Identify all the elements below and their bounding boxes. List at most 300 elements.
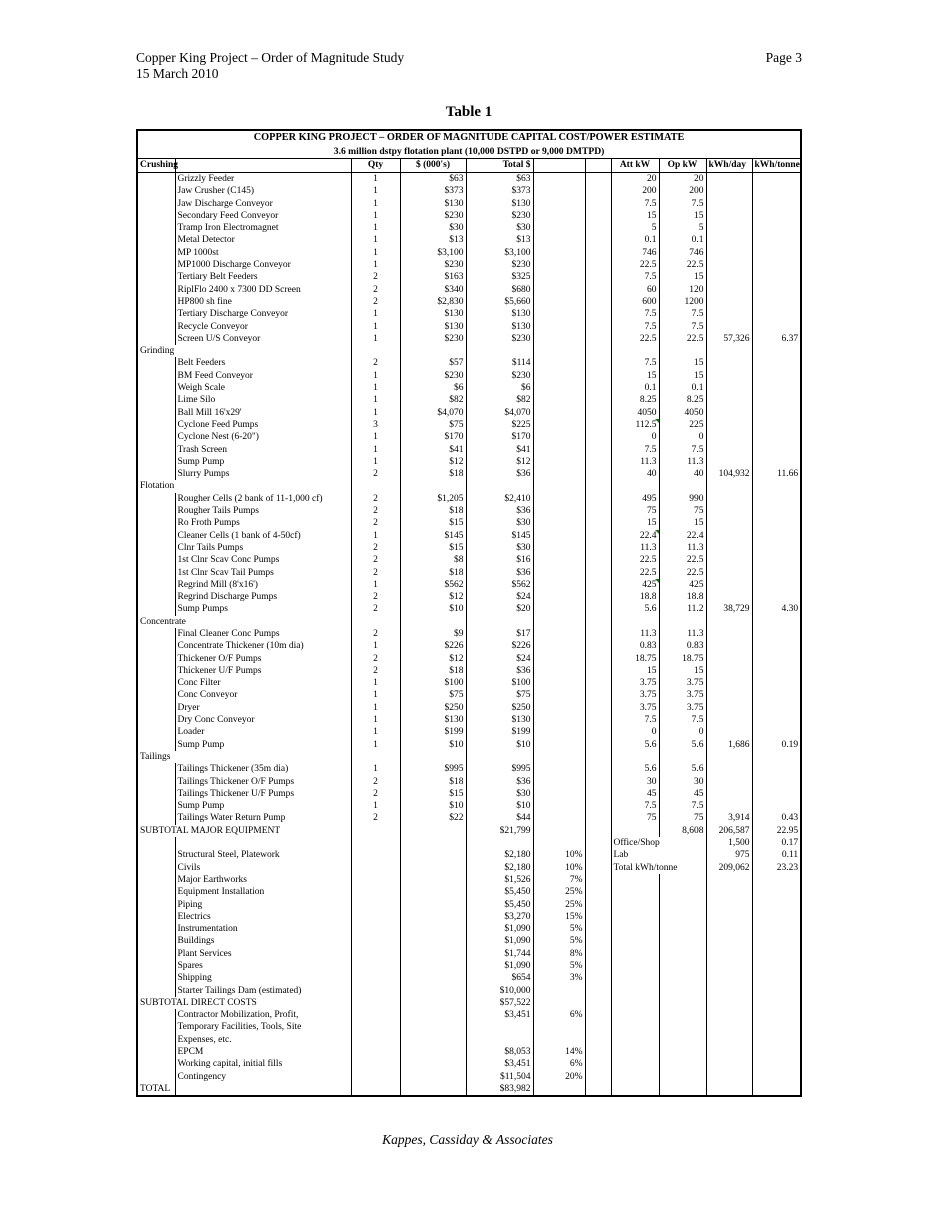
cell-att-kw: 45 — [611, 788, 659, 800]
cell-total-cost: $1,090 — [466, 960, 533, 972]
cell-percent — [533, 271, 585, 283]
cell-percent — [533, 308, 585, 320]
cell-item: Jaw Crusher (C145) — [175, 185, 351, 197]
cell-section — [137, 1034, 175, 1046]
cell-section — [137, 714, 175, 726]
cell-total-cost: $250 — [466, 702, 533, 714]
cell-unit-cost: $9 — [400, 628, 466, 640]
cell-blank — [585, 948, 611, 960]
cell-total-cost: $30 — [466, 788, 533, 800]
cell-blank — [585, 886, 611, 898]
cell-item: Electrics — [175, 911, 351, 923]
cell-section — [137, 444, 175, 456]
cell-kwh-tonne — [752, 628, 801, 640]
cell-qty: 2 — [351, 542, 400, 554]
cell-item: Weigh Scale — [175, 382, 351, 394]
cell-qty — [351, 935, 400, 947]
cell-att-kw: 5.6 — [611, 763, 659, 775]
cell-op-kw: 8,608 — [659, 825, 706, 837]
cell-qty: 3 — [351, 419, 400, 431]
cell-blank — [585, 640, 611, 652]
cell-blank — [585, 788, 611, 800]
cell-percent — [533, 1083, 585, 1096]
cell-op-kw — [659, 948, 706, 960]
cell-op-kw — [659, 1021, 706, 1033]
cell-total-cost: $130 — [466, 198, 533, 210]
cell-section — [137, 923, 175, 935]
cell-item: Sump Pump — [175, 800, 351, 812]
cell-unit-cost — [400, 480, 466, 492]
cell-section — [137, 505, 175, 517]
table-subtitle: 3.6 million dstpy flotation plant (10,000 DSTPD or 9,000 DMTPD) — [137, 145, 801, 159]
cell-percent: 5% — [533, 935, 585, 947]
cell-kwh-day — [706, 1009, 752, 1021]
cell-kwh-day — [706, 284, 752, 296]
cell-kwh-tonne — [752, 493, 801, 505]
cell-qty — [351, 923, 400, 935]
cell-percent — [533, 726, 585, 738]
cell-blank — [585, 677, 611, 689]
cell-kwh-day — [706, 234, 752, 246]
cell-qty — [351, 899, 400, 911]
cell-unit-cost — [400, 960, 466, 972]
cell-kwh-tonne — [752, 222, 801, 234]
cell-percent — [533, 382, 585, 394]
cell-op-kw: 15 — [659, 665, 706, 677]
cell-section — [137, 357, 175, 369]
cell-unit-cost — [400, 837, 466, 849]
cell-kwh-tonne — [752, 1058, 801, 1070]
cell-section — [137, 333, 175, 345]
cell-unit-cost — [400, 972, 466, 984]
cell-item: Trash Screen — [175, 444, 351, 456]
cell-kwh-day — [706, 935, 752, 947]
section-row — [137, 480, 801, 492]
cell-qty — [351, 345, 400, 357]
table-row — [137, 911, 801, 923]
cell-percent — [533, 407, 585, 419]
cell-section — [137, 370, 175, 382]
cell-section — [137, 776, 175, 788]
cell-kwh-day — [706, 702, 752, 714]
cell-percent — [533, 345, 585, 357]
cell-op-kw: 3.75 — [659, 677, 706, 689]
cell-att-kw: 0.83 — [611, 640, 659, 652]
cell-percent — [533, 591, 585, 603]
cell-blank — [585, 997, 611, 1009]
cell-item: Thickener O/F Pumps — [175, 653, 351, 665]
cell-unit-cost — [400, 886, 466, 898]
cell-section — [137, 431, 175, 443]
cell-section: Tailings — [137, 751, 351, 763]
table-row — [137, 603, 801, 615]
cell-kwh-tonne — [752, 1034, 801, 1046]
cell-section — [137, 271, 175, 283]
cell-percent: 20% — [533, 1071, 585, 1083]
cell-kwh-tonne: 11.66 — [752, 468, 801, 480]
cell-qty: 1 — [351, 185, 400, 197]
cell-item — [175, 1083, 351, 1096]
cell-blank — [585, 1071, 611, 1083]
cell-percent — [533, 800, 585, 812]
cell-kwh-day — [706, 567, 752, 579]
cell-att-kw: 5.6 — [611, 603, 659, 615]
cell-op-kw: 5 — [659, 222, 706, 234]
comment-marker-icon — [655, 419, 659, 423]
cell-blank — [585, 1046, 611, 1058]
cell-total-cost: $230 — [466, 370, 533, 382]
cell-unit-cost: $18 — [400, 468, 466, 480]
cell-att-kw — [611, 1021, 659, 1033]
cell-kwh-tonne — [752, 444, 801, 456]
cell-unit-cost: $82 — [400, 394, 466, 406]
cell-qty: 1 — [351, 173, 400, 186]
cell-kwh-day — [706, 788, 752, 800]
cell-qty: 1 — [351, 800, 400, 812]
cell-qty: 1 — [351, 530, 400, 542]
cell-kwh-day — [706, 173, 752, 186]
cell-att-kw — [611, 1046, 659, 1058]
cell-kwh-day — [706, 456, 752, 468]
cell-item: Shipping — [175, 972, 351, 984]
cell-blank — [585, 579, 611, 591]
table-row — [137, 394, 801, 406]
cell-att-kw: 7.5 — [611, 321, 659, 333]
cell-total-cost: $3,270 — [466, 911, 533, 923]
cell-qty: 1 — [351, 210, 400, 222]
cell-qty: 2 — [351, 665, 400, 677]
cell-total-cost: $170 — [466, 431, 533, 443]
cell-section — [137, 382, 175, 394]
cell-kwh-day — [706, 726, 752, 738]
cell-percent — [533, 653, 585, 665]
cell-att-kw: 0 — [611, 726, 659, 738]
table-row — [137, 530, 801, 542]
table-row — [137, 874, 801, 886]
cell-total-cost: $57,522 — [466, 997, 533, 1009]
cell-section — [137, 985, 175, 997]
cell-section: Flotation — [137, 480, 351, 492]
cell-kwh-tonne: 0.17 — [752, 837, 801, 849]
cell-unit-cost: $163 — [400, 271, 466, 283]
cell-att-kw: 600 — [611, 296, 659, 308]
cell-att-kw — [611, 345, 659, 357]
cell-item: Metal Detector — [175, 234, 351, 246]
cell-kwh-tonne — [752, 579, 801, 591]
cell-item: Loader — [175, 726, 351, 738]
cell-qty: 1 — [351, 714, 400, 726]
cell-total-cost: $100 — [466, 677, 533, 689]
cell-section: SUBTOTAL DIRECT COSTS — [137, 997, 351, 1009]
cell-att-kw: 7.5 — [611, 357, 659, 369]
cell-total-cost: $680 — [466, 284, 533, 296]
cell-unit-cost: $18 — [400, 665, 466, 677]
cell-total-cost: $230 — [466, 210, 533, 222]
cell-total-cost: $225 — [466, 419, 533, 431]
cell-qty: 1 — [351, 431, 400, 443]
table-row — [137, 333, 801, 345]
cell-unit-cost: $13 — [400, 234, 466, 246]
cell-op-kw: 4050 — [659, 407, 706, 419]
cell-percent — [533, 665, 585, 677]
cell-percent — [533, 628, 585, 640]
cell-qty — [351, 911, 400, 923]
cell-percent — [533, 259, 585, 271]
cell-percent — [533, 788, 585, 800]
cell-total-cost — [466, 345, 533, 357]
cell-kwh-day — [706, 321, 752, 333]
cell-percent: 5% — [533, 923, 585, 935]
cell-kwh-day — [706, 493, 752, 505]
cell-total-cost: $1,526 — [466, 874, 533, 886]
cell-total-cost: $36 — [466, 468, 533, 480]
cell-section — [137, 210, 175, 222]
table-row — [137, 296, 801, 308]
cell-total-cost: $16 — [466, 554, 533, 566]
cell-kwh-day — [706, 923, 752, 935]
cell-qty: 2 — [351, 603, 400, 615]
table-row — [137, 665, 801, 677]
cell-section — [137, 653, 175, 665]
cell-att-kw: 3.75 — [611, 702, 659, 714]
cell-total-cost: $3,451 — [466, 1009, 533, 1021]
cell-total-cost: $13 — [466, 234, 533, 246]
cell-item: Buildings — [175, 935, 351, 947]
cell-att-kw: 60 — [611, 284, 659, 296]
cell-op-kw: 22.5 — [659, 554, 706, 566]
cell-unit-cost: $130 — [400, 308, 466, 320]
cell-att-kw: 22.4 — [611, 530, 659, 542]
table-row — [137, 1046, 801, 1058]
cell-att-kw: 3.75 — [611, 689, 659, 701]
cell-op-kw: 7.5 — [659, 714, 706, 726]
cell-item: Rougher Cells (2 bank of 11-1,000 cf) — [175, 493, 351, 505]
cell-blank — [585, 185, 611, 197]
table-row — [137, 800, 801, 812]
cell-unit-cost — [400, 751, 466, 763]
cell-kwh-tonne — [752, 689, 801, 701]
cell-kwh-day: 975 — [706, 849, 752, 861]
cell-kwh-day — [706, 382, 752, 394]
cell-item: Tailings Water Return Pump — [175, 812, 351, 824]
cell-qty: 1 — [351, 321, 400, 333]
cell-unit-cost: $30 — [400, 222, 466, 234]
table-row — [137, 444, 801, 456]
cell-section — [137, 948, 175, 960]
cell-item: Contingency — [175, 1071, 351, 1083]
cell-item: MP1000 Discharge Conveyor — [175, 259, 351, 271]
cell-unit-cost: $170 — [400, 431, 466, 443]
cell-blank — [585, 394, 611, 406]
cell-att-kw — [611, 1009, 659, 1021]
cell-unit-cost: $12 — [400, 591, 466, 603]
table-row — [137, 567, 801, 579]
cell-att-kw — [611, 874, 659, 886]
cell-op-kw: 11.3 — [659, 542, 706, 554]
cell-att-kw: 30 — [611, 776, 659, 788]
cell-section — [137, 689, 175, 701]
cell-qty: 2 — [351, 653, 400, 665]
table-row — [137, 173, 801, 186]
cell-op-kw: 75 — [659, 505, 706, 517]
cell-item: Final Cleaner Conc Pumps — [175, 628, 351, 640]
cell-total-cost: $12 — [466, 456, 533, 468]
cell-att-kw: 22.5 — [611, 333, 659, 345]
cell-kwh-tonne: 0.43 — [752, 812, 801, 824]
cell-total-cost: $17 — [466, 628, 533, 640]
cell-kwh-day — [706, 370, 752, 382]
cell-qty — [351, 825, 400, 837]
cell-blank — [585, 714, 611, 726]
table-row — [137, 886, 801, 898]
cell-att-kw: 18.8 — [611, 591, 659, 603]
cell-att-kw: 7.5 — [611, 714, 659, 726]
cell-unit-cost — [400, 1083, 466, 1096]
table-row — [137, 222, 801, 234]
cell-qty — [351, 1034, 400, 1046]
cell-section: SUBTOTAL MAJOR EQUIPMENT — [137, 825, 351, 837]
table-row — [137, 862, 801, 874]
cell-op-kw — [659, 997, 706, 1009]
cell-section — [137, 899, 175, 911]
cell-op-kw: 40 — [659, 468, 706, 480]
column-header-blank-pct — [533, 159, 585, 173]
cell-op-kw: 15 — [659, 370, 706, 382]
cell-total-cost: $36 — [466, 776, 533, 788]
cell-blank — [585, 862, 611, 874]
cell-kwh-tonne — [752, 874, 801, 886]
table-row — [137, 1071, 801, 1083]
cell-unit-cost — [400, 923, 466, 935]
cell-unit-cost: $4,070 — [400, 407, 466, 419]
cell-total-cost: $230 — [466, 259, 533, 271]
cell-blank — [585, 419, 611, 431]
cell-op-kw: 11.3 — [659, 628, 706, 640]
cell-unit-cost: $8 — [400, 554, 466, 566]
table-row — [137, 726, 801, 738]
cell-kwh-day — [706, 960, 752, 972]
cell-att-kw — [611, 899, 659, 911]
cell-blank — [585, 271, 611, 283]
cell-kwh-tonne — [752, 653, 801, 665]
cell-op-kw — [659, 886, 706, 898]
cell-kwh-tonne — [752, 677, 801, 689]
table-row — [137, 271, 801, 283]
cell-blank — [585, 1021, 611, 1033]
table-row — [137, 640, 801, 652]
cell-kwh-tonne — [752, 247, 801, 259]
cell-op-kw — [659, 935, 706, 947]
cell-total-cost — [466, 837, 533, 849]
table-row — [137, 788, 801, 800]
cell-percent — [533, 825, 585, 837]
cell-op-kw: 15 — [659, 210, 706, 222]
cell-percent — [533, 616, 585, 628]
cell-op-kw: 0 — [659, 726, 706, 738]
cell-kwh-tonne — [752, 886, 801, 898]
cell-blank — [585, 800, 611, 812]
cell-section — [137, 1071, 175, 1083]
cell-att-kw: 18.75 — [611, 653, 659, 665]
cell-kwh-tonne — [752, 210, 801, 222]
cell-total-cost: $75 — [466, 689, 533, 701]
page-header — [136, 50, 802, 83]
cell-qty: 2 — [351, 505, 400, 517]
table-row — [137, 985, 801, 997]
cell-total-cost: $3,100 — [466, 247, 533, 259]
cell-kwh-day — [706, 1034, 752, 1046]
cell-total-cost: $373 — [466, 185, 533, 197]
cell-unit-cost: $199 — [400, 726, 466, 738]
cell-kwh-tonne — [752, 431, 801, 443]
cell-total-cost: $63 — [466, 173, 533, 186]
cell-item: Working capital, initial fills — [175, 1058, 351, 1070]
cell-kwh-tonne — [752, 960, 801, 972]
cell-att-kw — [611, 616, 659, 628]
table-row — [137, 702, 801, 714]
cell-section — [137, 456, 175, 468]
cell-att-kw — [611, 948, 659, 960]
cell-item — [175, 837, 351, 849]
cell-kwh-tonne — [752, 763, 801, 775]
cell-blank — [585, 493, 611, 505]
cell-qty: 1 — [351, 579, 400, 591]
cell-op-kw: 746 — [659, 247, 706, 259]
cell-item: BM Feed Conveyor — [175, 370, 351, 382]
cell-section — [137, 603, 175, 615]
cell-kwh-tonne — [752, 1046, 801, 1058]
cell-percent — [533, 1034, 585, 1046]
cell-kwh-day: 206,587 — [706, 825, 752, 837]
table-row — [137, 997, 801, 1009]
cell-percent — [533, 702, 585, 714]
cell-blank — [585, 726, 611, 738]
cell-percent — [533, 579, 585, 591]
cell-kwh-tonne — [752, 517, 801, 529]
cell-item: Recycle Conveyor — [175, 321, 351, 333]
cell-qty: 2 — [351, 812, 400, 824]
table-row — [137, 960, 801, 972]
table-row — [137, 185, 801, 197]
cell-op-kw: 5.6 — [659, 739, 706, 751]
cell-total-cost: $11,504 — [466, 1071, 533, 1083]
cell-unit-cost: $230 — [400, 210, 466, 222]
cell-qty — [351, 849, 400, 861]
table-subtitle-row — [137, 145, 801, 159]
cell-blank — [585, 247, 611, 259]
table-row — [137, 677, 801, 689]
cell-section — [137, 1046, 175, 1058]
cell-qty — [351, 1083, 400, 1096]
table-row — [137, 1083, 801, 1096]
cell-total-cost: $24 — [466, 653, 533, 665]
cell-unit-cost: $12 — [400, 653, 466, 665]
table-row — [137, 972, 801, 984]
table-row — [137, 689, 801, 701]
cell-blank — [585, 333, 611, 345]
cell-item: Starter Tailings Dam (estimated) — [175, 985, 351, 997]
cell-op-kw: 3.75 — [659, 702, 706, 714]
cell-unit-cost: $230 — [400, 370, 466, 382]
cell-section — [137, 763, 175, 775]
cell-total-cost: $21,799 — [466, 825, 533, 837]
table-row — [137, 419, 801, 431]
cell-kwh-day — [706, 1058, 752, 1070]
cell-blank — [585, 1034, 611, 1046]
cell-item: Screen U/S Conveyor — [175, 333, 351, 345]
cell-total-cost: $325 — [466, 271, 533, 283]
cell-att-kw: 75 — [611, 812, 659, 824]
